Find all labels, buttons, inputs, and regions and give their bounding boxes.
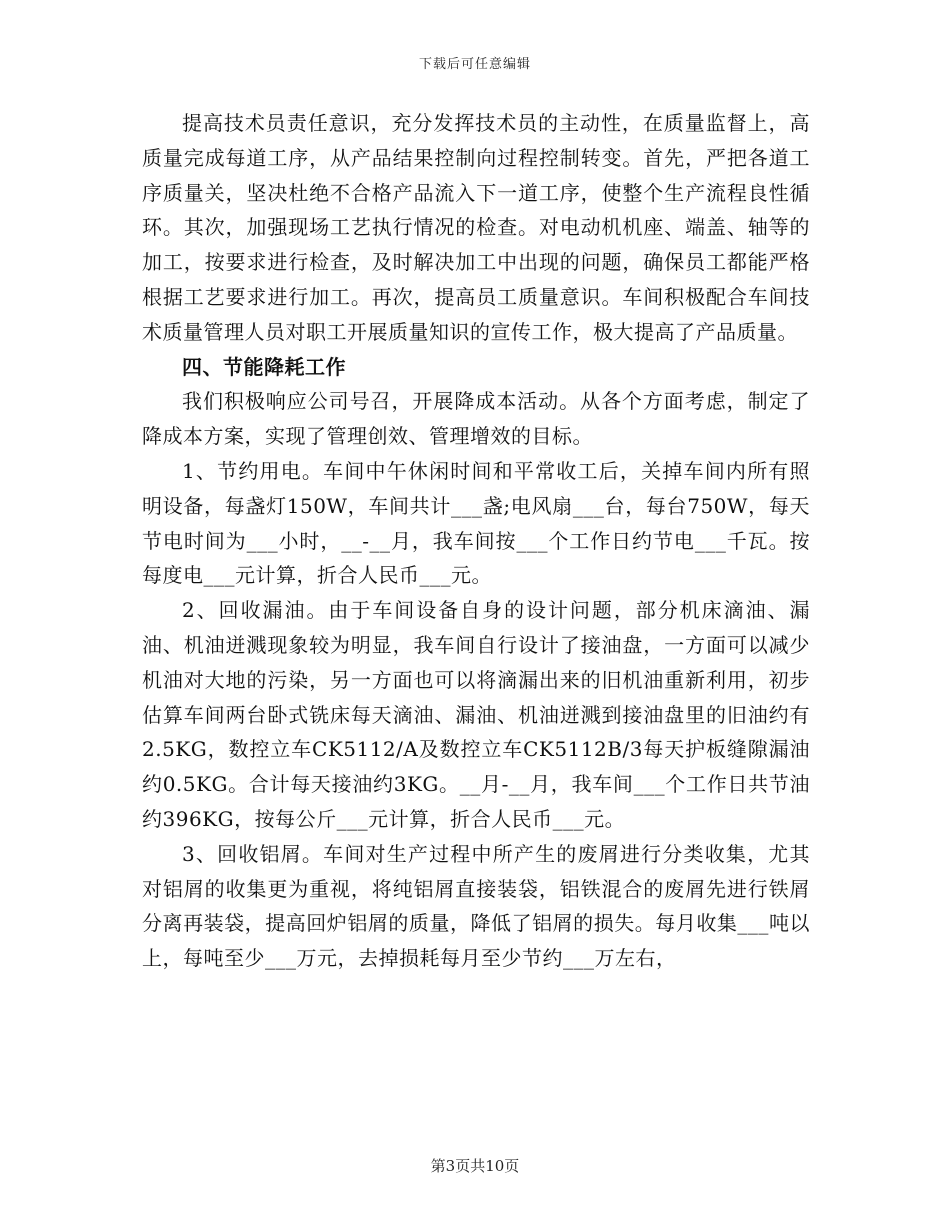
paragraph-aluminum: 3、回收铝屑。车间对生产过程中所产生的废屑进行分类收集，尤其对铝屑的收集更为重视，将纯铝屑直接装袋，铝铁混合的废屑先进行铁屑分离再装袋，提高回炉铝屑的质量，降低了铝屑的损失。每月收集___吨以上，每吨至少___万元，去掉损耗每月至少节约___万左右， — [142, 841, 810, 971]
page-number: 第3页共10页 — [430, 1157, 520, 1175]
paragraph-oil: 2、回收漏油。由于车间设备自身的设计问题，部分机床滴油、漏油、机油迸溅现象较为明显，我车间自行设计了接油盘，一方面可以减少机油对大地的污染，另一方面也可以将滴漏出来的旧机油重新利用，初步估算车间两台卧式铣床每天滴油、漏油、机油迸溅到接油盘里的旧油约有2.5KG，数控立车CK5112/A及数控立车CK5112B/3每天护板缝隙漏油约0.5KG。合计每天接油约3KG。__月-__月，我车间___个工作日共节油约396KG，按每公斤___元计算，折合人民币___元。 — [142, 598, 810, 831]
paragraph-intro: 我们积极响应公司号召，开展降成本活动。从各个方面考虑，制定了降成本方案，实现了管理创效、管理增效的目标。 — [142, 389, 810, 449]
paragraph-quality: 提高技术员责任意识，充分发挥技术员的主动性，在质量监督上，高质量完成每道工序，从产品结果控制向过程控制转变。首先，严把各道工序质量关，坚决杜绝不合格产品流入下一道工序，使整个生产流程良性循环。其次，加强现场工艺执行情况的检查。对电动机机座、端盖、轴等的加工，按要求进行检查，及时解决加工中出现的问题，确保员工都能严格根据工艺要求进行加工。再次，提高员工质量意识。车间积极配合车间技术质量管理人员对职工开展质量知识的宣传工作，极大提高了产品质量。 — [142, 111, 810, 344]
paragraph-electricity: 1、节约用电。车间中午休闲时间和平常收工后，关掉车间内所有照明设备，每盏灯150W，车间共计___盏;电风扇___台，每台750W，每天节电时间为___小时，__-__月，我车间按___个工作日约节电___千瓦。按每度电___元计算，折合人民币___元。 — [142, 458, 810, 588]
page-header: 下载后可任意编辑 — [418, 57, 531, 72]
document-body — [142, 106, 810, 976]
section-heading-energy: 四、节能降耗工作 — [182, 354, 346, 379]
